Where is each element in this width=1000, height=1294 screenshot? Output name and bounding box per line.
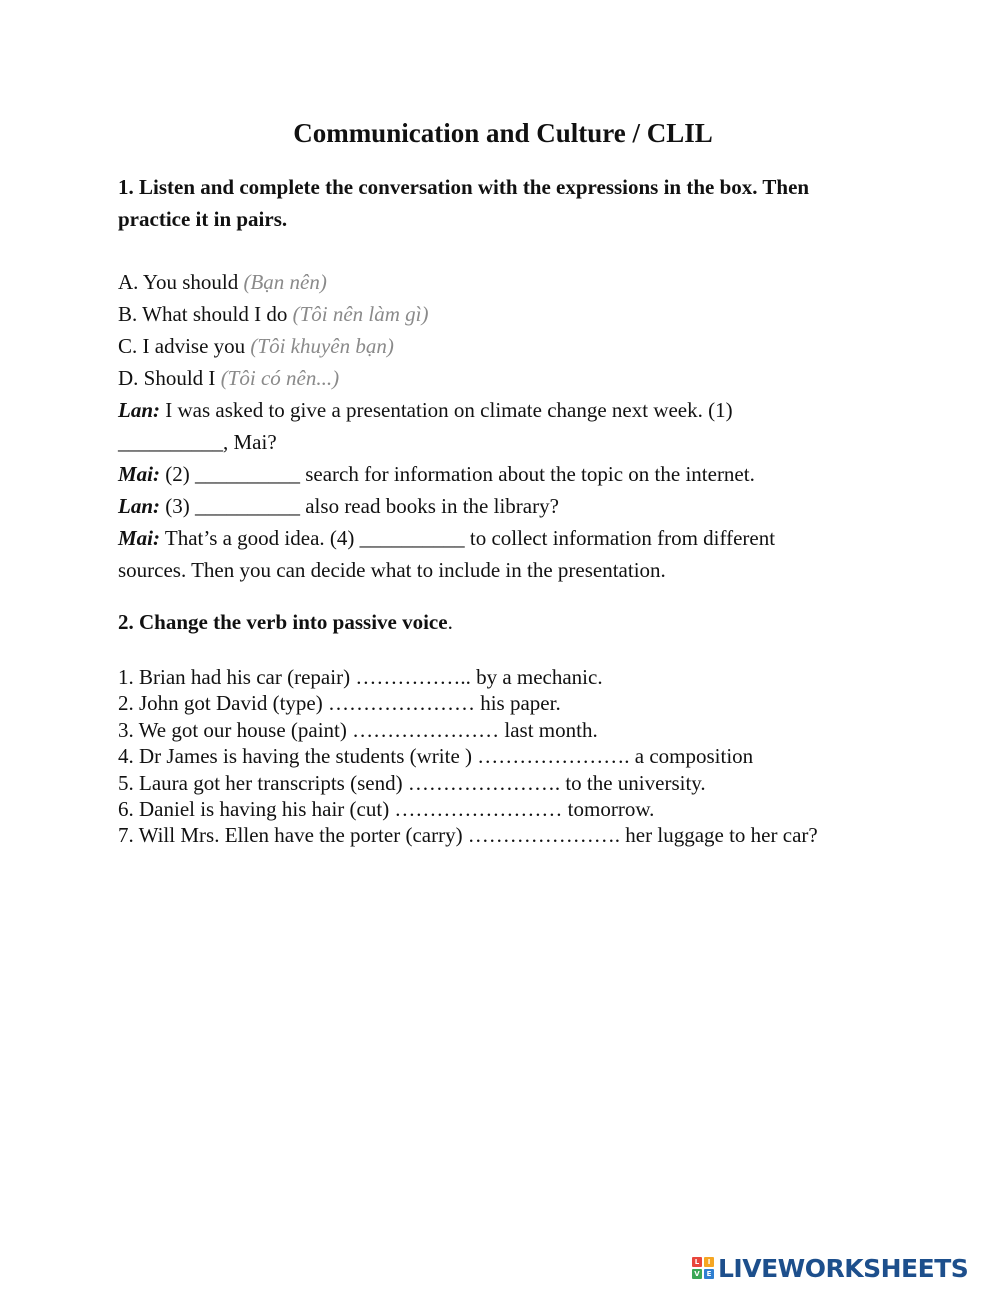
option-a-text: A. You should (118, 270, 244, 294)
exercise-item-1[interactable]: 1. Brian had his car (repair) …………….. by a mechanic. (118, 665, 603, 689)
logo-letter-l: L (692, 1257, 702, 1267)
speaker-label: Mai: (118, 526, 160, 550)
page-title: Communication and Culture / CLIL (293, 118, 713, 148)
option-c-text: C. I advise you (118, 334, 251, 358)
conversation-text: (3) __________ also read books in the library? (160, 494, 559, 518)
logo-letter-e: E (704, 1269, 714, 1279)
option-d (118, 362, 878, 394)
option-a-translation: (Bạn nên) (243, 270, 327, 294)
option-a (118, 266, 878, 298)
speaker-label: Mai: (118, 462, 160, 486)
passive-voice-exercise-list (118, 664, 918, 849)
speaker-label: Lan: (118, 398, 160, 422)
option-c (118, 330, 878, 362)
exercise-item-4[interactable]: 4. Dr James is having the students (write ) …………………. a composition (118, 744, 754, 769)
conversation-line-6 (118, 554, 878, 586)
conversation-text: (2) __________ search for information about the topic on the internet. (160, 462, 755, 486)
section2-heading-text: 2. Change the verb into passive voice (118, 610, 448, 634)
option-d-text: D. Should I (118, 366, 221, 390)
conversation-text: __________, Mai? (118, 430, 277, 454)
logo-letter-v: V (692, 1269, 702, 1279)
option-b (118, 298, 878, 330)
exercise-item-6[interactable]: 6. Daniel is having his hair (cut) …………………… tomorrow. (118, 797, 655, 822)
conversation-line-2[interactable] (118, 426, 878, 458)
section1-heading-line2: practice it in pairs. (118, 207, 288, 231)
liveworksheets-logo-icon (692, 1257, 714, 1279)
conversation-text: I was asked to give a presentation on climate change next week. (1) (160, 398, 733, 422)
option-c-translation: (Tôi khuyên bạn) (250, 334, 394, 358)
conversation-line-3[interactable] (118, 458, 878, 490)
conversation-text: That’s a good idea. (4) __________ to collect information from different (160, 526, 776, 550)
option-b-translation: (Tôi nên làm gì) (292, 302, 429, 326)
exercise-item-3[interactable]: 3. We got our house (paint) ………………… last month. (118, 717, 598, 742)
option-d-translation: (Tôi có nên...) (220, 366, 340, 390)
conversation-block (118, 266, 878, 586)
conversation-line-1 (118, 394, 878, 426)
option-b-text: B. What should I do (118, 302, 293, 326)
section2-heading-period: . (447, 610, 453, 634)
logo-letter-i: I (704, 1257, 714, 1267)
section1-heading (118, 171, 898, 235)
section1-heading-line1: 1. Listen and complete the conversation with the expressions in the box. Then (118, 175, 810, 199)
conversation-line-5[interactable] (118, 522, 878, 554)
conversation-text: sources. Then you can decide what to include in the presentation. (118, 558, 666, 582)
exercise-item-2[interactable]: 2. John got David (type) ………………… his paper. (118, 691, 561, 716)
speaker-label: Lan: (118, 494, 160, 518)
section2-heading (118, 606, 898, 638)
exercise-item-7[interactable]: 7. Will Mrs. Ellen have the porter (carry) …………………. her luggage to her car? (118, 823, 818, 848)
conversation-line-4[interactable] (118, 490, 878, 522)
liveworksheets-logo (692, 1253, 968, 1283)
exercise-item-5[interactable]: 5. Laura got her transcripts (send) …………………. to the university. (118, 770, 706, 795)
liveworksheets-logo-text: LIVEWORKSHEETS (718, 1253, 969, 1283)
